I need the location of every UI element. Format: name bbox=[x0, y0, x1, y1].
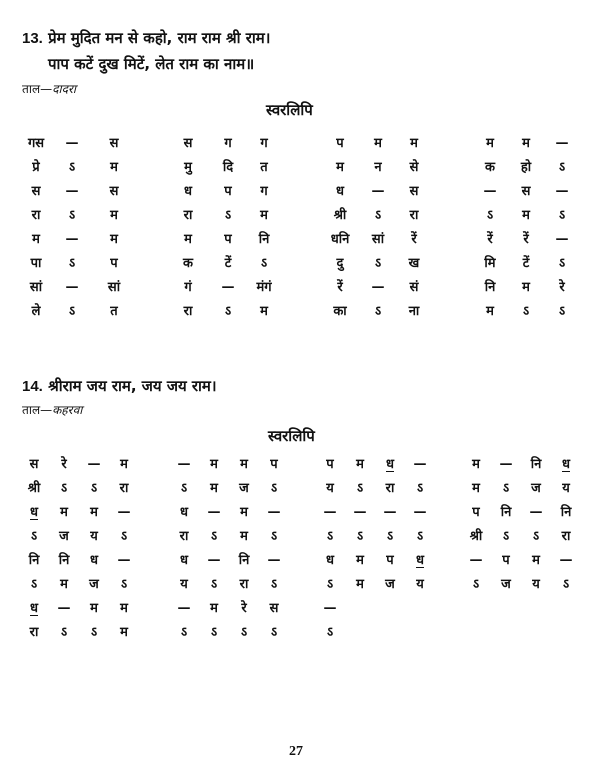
section-13-cell: पा bbox=[30, 256, 42, 271]
section-14-cell: नि bbox=[560, 505, 572, 520]
section-14-cell: — bbox=[323, 601, 337, 616]
section-14-cell: ज bbox=[385, 577, 395, 592]
section-14-cell: म bbox=[120, 601, 128, 616]
section-14-heading: स्वरलिपि bbox=[268, 427, 315, 445]
section-14-cell: प bbox=[326, 457, 334, 472]
section-14-cell: — bbox=[267, 505, 281, 520]
section-14-tala bbox=[22, 401, 82, 418]
section-13-cell: ऽ bbox=[522, 304, 530, 319]
section-13-cell: सं bbox=[409, 280, 419, 295]
section-13-cell: — bbox=[371, 184, 385, 199]
section-14-cell: रा bbox=[385, 481, 395, 496]
section-13-cell: ऽ bbox=[374, 208, 382, 223]
section-14-cell: ऽ bbox=[326, 625, 334, 640]
section-13-cell: म bbox=[260, 304, 268, 319]
section-13-cell: स bbox=[183, 136, 193, 151]
section-14-cell: रे bbox=[61, 457, 67, 472]
section-14-cell: नि bbox=[500, 505, 512, 520]
section-13-cell: धनि bbox=[330, 232, 350, 247]
section-13-cell: — bbox=[65, 184, 79, 199]
section-14-cell: म bbox=[210, 481, 218, 496]
section-13-cell: स bbox=[31, 184, 41, 199]
section-13-cell: ग bbox=[260, 184, 268, 199]
section-14-cell: ध bbox=[180, 505, 188, 520]
section-13-cell: मंगं bbox=[256, 280, 272, 295]
section-14-cell: ऽ bbox=[180, 481, 188, 496]
section-14-cell: ऽ bbox=[210, 529, 218, 544]
section-13-cell: टें bbox=[224, 256, 232, 271]
section-14-cell: ज bbox=[531, 481, 541, 496]
section-13-cell: ऽ bbox=[224, 208, 232, 223]
section-14-cell: रा bbox=[179, 529, 189, 544]
section-13-cell: श्री bbox=[333, 208, 347, 223]
section-13-cell: म bbox=[32, 232, 40, 247]
section-14-cell: य bbox=[532, 577, 540, 592]
section-14-cell: य bbox=[562, 481, 570, 496]
section-13-cell: रें bbox=[337, 280, 343, 295]
section-13-cell: मु bbox=[184, 160, 192, 175]
section-13-heading: स्वरलिपि bbox=[266, 101, 313, 119]
section-13-cell: प bbox=[336, 136, 344, 151]
section-14-cell: य bbox=[180, 577, 188, 592]
section-13-cell: — bbox=[221, 280, 235, 295]
section-13-cell: ऽ bbox=[68, 160, 76, 175]
section-13-cell: — bbox=[65, 136, 79, 151]
section-14-cell: प bbox=[270, 457, 278, 472]
section-14-cell: — bbox=[469, 553, 483, 568]
section-14-cell: स bbox=[29, 457, 39, 472]
section-13-cell: — bbox=[371, 280, 385, 295]
section-13-cell: म bbox=[486, 304, 494, 319]
section-13-cell: सां bbox=[371, 232, 385, 247]
section-13-cell: ध bbox=[336, 184, 344, 199]
tala-name: दादरा bbox=[52, 82, 76, 96]
section-14-cell: म bbox=[90, 505, 98, 520]
section-14-cell: ध bbox=[180, 553, 188, 568]
section-13-cell: सां bbox=[29, 280, 43, 295]
section-14-cell: प bbox=[472, 505, 480, 520]
section-14-cell: ऽ bbox=[60, 625, 68, 640]
section-14-cell: रा bbox=[119, 481, 129, 496]
section-13-cell: रा bbox=[183, 208, 193, 223]
section-13-cell: नि bbox=[258, 232, 270, 247]
section-13-cell: रा bbox=[31, 208, 41, 223]
section-13-cell: म bbox=[260, 208, 268, 223]
section-14-cell: रा bbox=[239, 577, 249, 592]
section-13-cell: — bbox=[65, 280, 79, 295]
section-13-line2: पाप कटें दुख मिटें, लेत राम का नाम॥ bbox=[48, 55, 255, 73]
section-14-cell: य bbox=[416, 577, 424, 592]
section-14-cell: ऽ bbox=[240, 625, 248, 640]
section-14-cell: म bbox=[120, 457, 128, 472]
section-14-cell: ज bbox=[501, 577, 511, 592]
section-13-cell: स bbox=[109, 184, 119, 199]
section-13-cell: म bbox=[522, 280, 530, 295]
section-13-cell: ऽ bbox=[374, 304, 382, 319]
section-13-cell: से bbox=[409, 160, 419, 175]
section-14-cell: रा bbox=[561, 529, 571, 544]
section-14-cell: ऽ bbox=[326, 577, 334, 592]
section-13-cell: रा bbox=[409, 208, 419, 223]
section-14-cell: ऽ bbox=[562, 577, 570, 592]
section-14-cell: ध bbox=[416, 553, 424, 568]
section-14-cell: ऽ bbox=[416, 529, 424, 544]
section-14-cell: ऽ bbox=[90, 625, 98, 640]
section-14-cell: — bbox=[529, 505, 543, 520]
section-14-cell: नि bbox=[530, 457, 542, 472]
section-14-cell: नि bbox=[238, 553, 250, 568]
section-13-cell: — bbox=[555, 232, 569, 247]
tala-prefix: ताल— bbox=[22, 403, 53, 417]
section-13-cell: म bbox=[110, 232, 118, 247]
section-14-cell: ऽ bbox=[326, 529, 334, 544]
section-13-cell: क bbox=[183, 256, 193, 271]
section-13-cell: क bbox=[485, 160, 495, 175]
tala-prefix: ताल— bbox=[22, 82, 53, 96]
section-13-cell: ले bbox=[31, 304, 41, 319]
section-13-cell: त bbox=[110, 304, 118, 319]
section-13-cell: ऽ bbox=[374, 256, 382, 271]
section-14-cell: ध bbox=[562, 457, 570, 472]
section-14-cell: ऽ bbox=[270, 481, 278, 496]
section-13-cell: प bbox=[224, 232, 232, 247]
section-13-cell: नि bbox=[484, 280, 496, 295]
section-13-cell: रें bbox=[523, 232, 529, 247]
section-13-cell: रें bbox=[411, 232, 417, 247]
section-13-cell: दि bbox=[222, 160, 234, 175]
section-13-cell: म bbox=[374, 136, 382, 151]
section-14-cell: ऽ bbox=[210, 625, 218, 640]
section-13-cell: टें bbox=[522, 256, 530, 271]
section-14-cell: ध bbox=[30, 505, 38, 520]
section-14-cell: — bbox=[177, 457, 191, 472]
section-14-cell: ऽ bbox=[60, 481, 68, 496]
section-13-cell: सां bbox=[107, 280, 121, 295]
section-13-cell: ऽ bbox=[486, 208, 494, 223]
section-13-cell: — bbox=[555, 136, 569, 151]
section-14-cell: म bbox=[60, 577, 68, 592]
section-14-cell: — bbox=[383, 505, 397, 520]
section-14-cell: नि bbox=[58, 553, 70, 568]
section-14-cell: ऽ bbox=[270, 529, 278, 544]
section-13-cell: म bbox=[336, 160, 344, 175]
section-13-title bbox=[22, 28, 270, 48]
section-14-cell: — bbox=[413, 505, 427, 520]
section-14-cell: ऽ bbox=[30, 529, 38, 544]
section-14-cell: ऽ bbox=[356, 529, 364, 544]
section-14-cell: — bbox=[207, 553, 221, 568]
section-13-cell: प bbox=[224, 184, 232, 199]
section-14-cell: म bbox=[120, 625, 128, 640]
section-14-cell: ऽ bbox=[180, 625, 188, 640]
section-14-cell: ऽ bbox=[356, 481, 364, 496]
tala-name: कहरवा bbox=[52, 403, 83, 417]
section-13-cell: गं bbox=[184, 280, 192, 295]
section-14-cell: — bbox=[413, 457, 427, 472]
section-13-cell: ऽ bbox=[558, 304, 566, 319]
section-14-cell: ऽ bbox=[472, 577, 480, 592]
section-13-cell: ऽ bbox=[224, 304, 232, 319]
section-13-cell: ऽ bbox=[68, 304, 76, 319]
section-14-cell: ऽ bbox=[210, 577, 218, 592]
section-14-cell: प bbox=[386, 553, 394, 568]
section-13-cell: ख bbox=[408, 256, 420, 271]
section-13-cell: रे bbox=[559, 280, 565, 295]
section-14-cell: ध bbox=[326, 553, 334, 568]
section-14-cell: श्री bbox=[469, 529, 483, 544]
section-13-cell: — bbox=[555, 184, 569, 199]
section-13-cell: स bbox=[409, 184, 419, 199]
section-13-number: 13. bbox=[22, 30, 43, 47]
section-14-cell: रा bbox=[29, 625, 39, 640]
section-14-cell: म bbox=[90, 601, 98, 616]
section-13-line1: प्रेम मुदित मन से कहो, राम राम श्री राम। bbox=[48, 29, 271, 47]
section-13-cell: ऽ bbox=[558, 160, 566, 175]
section-13-cell: रें bbox=[487, 232, 493, 247]
section-14-cell: म bbox=[532, 553, 540, 568]
section-14-cell: म bbox=[210, 601, 218, 616]
section-13-cell: ऽ bbox=[260, 256, 268, 271]
section-14-cell: — bbox=[117, 553, 131, 568]
section-14-cell: — bbox=[267, 553, 281, 568]
section-13-cell: त bbox=[260, 160, 268, 175]
section-14-cell: ज bbox=[59, 529, 69, 544]
section-14-cell: — bbox=[87, 457, 101, 472]
section-14-cell: ऽ bbox=[120, 577, 128, 592]
section-14-cell: ऽ bbox=[90, 481, 98, 496]
section-14-cell: रे bbox=[241, 601, 247, 616]
section-14-cell: — bbox=[559, 553, 573, 568]
section-13-cell: हो bbox=[520, 160, 532, 175]
section-14-cell: नि bbox=[28, 553, 40, 568]
section-14-cell: म bbox=[472, 457, 480, 472]
section-14-cell: ध bbox=[90, 553, 98, 568]
section-14-cell: म bbox=[472, 481, 480, 496]
section-13-cell: न bbox=[374, 160, 382, 175]
section-14-cell: ऽ bbox=[532, 529, 540, 544]
section-13-cell: — bbox=[483, 184, 497, 199]
section-14-cell: ऽ bbox=[270, 625, 278, 640]
section-14-cell: ध bbox=[30, 601, 38, 616]
section-14-cell: म bbox=[240, 529, 248, 544]
section-13-cell: मि bbox=[484, 256, 496, 271]
section-14-cell: ऽ bbox=[386, 529, 394, 544]
section-13-cell: म bbox=[522, 208, 530, 223]
section-13-cell: म bbox=[184, 232, 192, 247]
section-13-cell: ग bbox=[260, 136, 268, 151]
section-14-cell: ऽ bbox=[30, 577, 38, 592]
section-14-cell: ऽ bbox=[270, 577, 278, 592]
section-13-cell: म bbox=[110, 208, 118, 223]
section-14-cell: ज bbox=[239, 481, 249, 496]
section-14-cell: — bbox=[207, 505, 221, 520]
section-14-cell: स bbox=[269, 601, 279, 616]
section-14-cell: प bbox=[502, 553, 510, 568]
section-14-cell: ध bbox=[386, 457, 394, 472]
section-14-cell: म bbox=[210, 457, 218, 472]
page-number: 27 bbox=[289, 744, 303, 759]
section-13-cell: प्रे bbox=[32, 160, 40, 175]
section-14-cell: — bbox=[117, 505, 131, 520]
section-13-cell: प bbox=[110, 256, 118, 271]
section-13-cell: म bbox=[486, 136, 494, 151]
section-14-cell: य bbox=[90, 529, 98, 544]
section-14-cell: म bbox=[240, 505, 248, 520]
section-13-cell: ना bbox=[408, 304, 420, 319]
section-13-cell: म bbox=[522, 136, 530, 151]
section-14-cell: — bbox=[57, 601, 71, 616]
section-13-cell: स bbox=[521, 184, 531, 199]
section-14-cell: य bbox=[326, 481, 334, 496]
section-14-cell: ज bbox=[89, 577, 99, 592]
section-13-cell: ऽ bbox=[558, 256, 566, 271]
section-14-cell: ऽ bbox=[120, 529, 128, 544]
section-13-cell: रा bbox=[183, 304, 193, 319]
section-14-cell: म bbox=[60, 505, 68, 520]
section-14-number: 14. bbox=[22, 378, 43, 395]
section-13-cell: का bbox=[333, 304, 347, 319]
section-14-cell: — bbox=[353, 505, 367, 520]
section-13-cell: स bbox=[109, 136, 119, 151]
section-13-cell: ऽ bbox=[558, 208, 566, 223]
section-14-cell: ऽ bbox=[502, 529, 510, 544]
section-13-cell: ऽ bbox=[68, 256, 76, 271]
section-13-cell: — bbox=[65, 232, 79, 247]
section-14-cell: म bbox=[356, 457, 364, 472]
section-13-cell: गस bbox=[27, 136, 45, 151]
section-14-cell: — bbox=[177, 601, 191, 616]
section-14-cell: म bbox=[240, 457, 248, 472]
section-14-title bbox=[22, 376, 217, 396]
section-13-cell: म bbox=[110, 160, 118, 175]
section-14-cell: म bbox=[356, 577, 364, 592]
section-14-cell: — bbox=[323, 505, 337, 520]
section-14-cell: ऽ bbox=[502, 481, 510, 496]
section-13-cell: ध bbox=[184, 184, 192, 199]
section-14-cell: श्री bbox=[27, 481, 41, 496]
section-14-line1: श्रीराम जय राम, जय जय राम। bbox=[48, 377, 217, 395]
section-13-cell: म bbox=[410, 136, 418, 151]
section-13-tala bbox=[22, 80, 76, 97]
section-14-cell: ऽ bbox=[416, 481, 424, 496]
section-14-cell: म bbox=[356, 553, 364, 568]
section-13-cell: ऽ bbox=[68, 208, 76, 223]
section-14-cell: — bbox=[499, 457, 513, 472]
section-13-cell: दु bbox=[336, 256, 344, 271]
section-13-cell: ग bbox=[224, 136, 232, 151]
